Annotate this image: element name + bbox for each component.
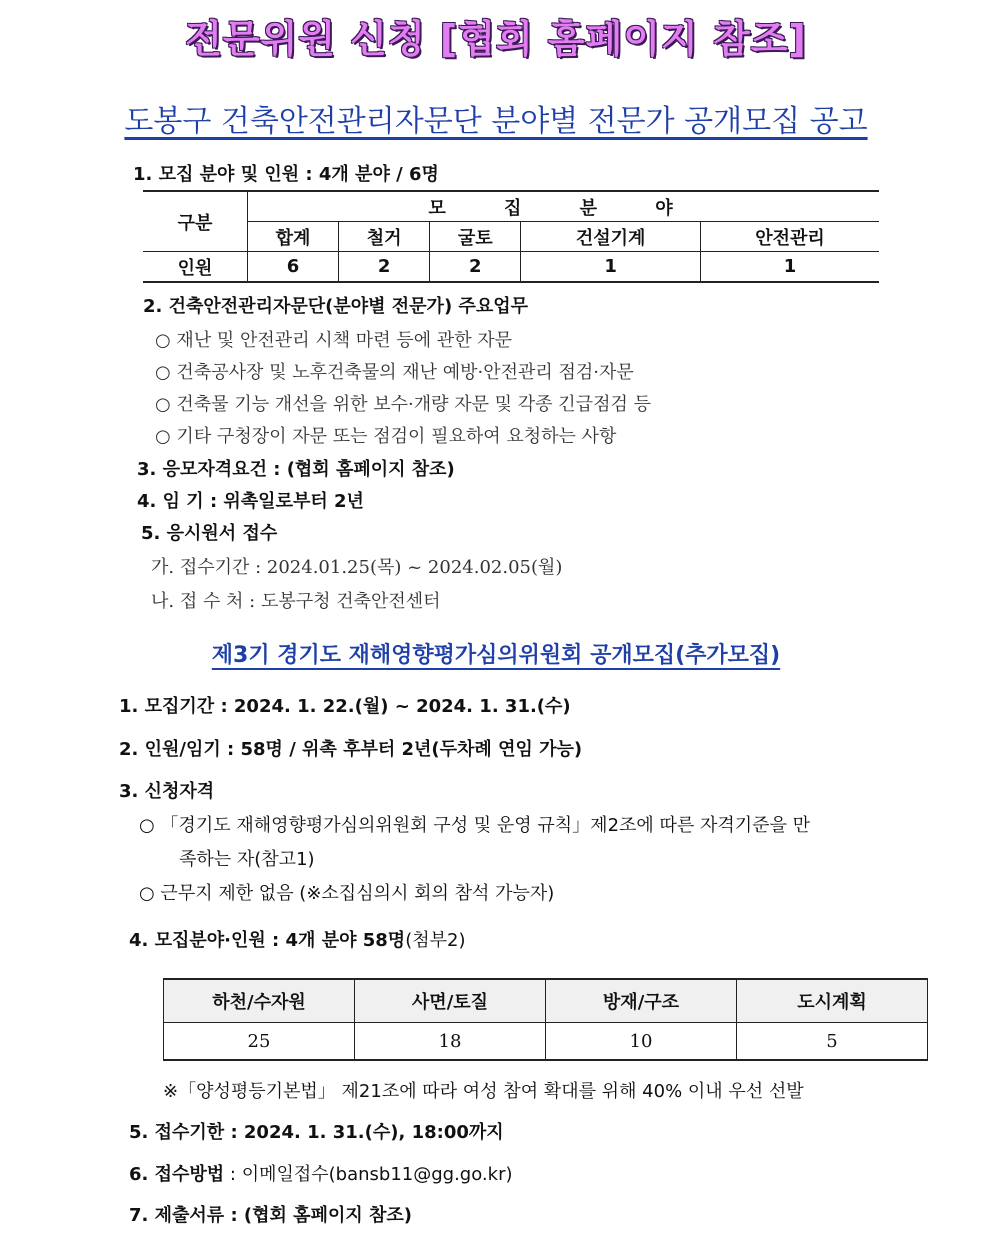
table-header: 굴토 <box>430 222 521 252</box>
duty-item: ○ 건축물 기능 개선을 위한 보수·개량 자문 및 각종 긴급점검 등 <box>155 394 651 415</box>
notice2-fields-table <box>163 978 928 1061</box>
table-cell: 10 <box>546 1023 737 1061</box>
table-cell: 2 <box>339 252 430 283</box>
notice1-section-3: 3. 응모자격요건 : (협회 홈페이지 참조) <box>137 459 455 480</box>
notice1-period: 가. 접수기간 : 2024.01.25(목) ~ 2024.02.05(월) <box>151 557 563 578</box>
table-row-label: 인원 <box>143 252 248 283</box>
notice1-section-4: 4. 임 기 : 위촉일로부터 2년 <box>137 491 364 512</box>
notice2-qualification: 3. 신청자격 <box>119 781 215 802</box>
table-cell: 1 <box>700 252 879 283</box>
notice2-title: 제3기 경기도 재해영향평가심의위원회 공개모집(추가모집) <box>211 643 781 668</box>
notice1-place: 나. 접 수 처 : 도봉구청 건축안전센터 <box>151 591 441 612</box>
duty-item: ○ 건축공사장 및 노후건축물의 재난 예방·안전관리 점검·자문 <box>155 362 634 383</box>
notice1-section-1: 1. 모집 분야 및 인원 : 4개 분야 / 6명 <box>133 164 439 185</box>
notice1-recruit-table <box>143 190 879 283</box>
gender-equality-note: ※「양성평등기본법」 제21조에 따라 여성 참여 확대를 위해 40% 이내 우선 선발 <box>163 1081 804 1102</box>
table-group-label: 모 집 분 야 <box>248 191 880 222</box>
banner-title: 전문위원 신청 [협회 홈페이지 참조] <box>185 17 807 61</box>
method-email: : 이메일접수(bansb11@gg.go.kr) <box>224 1164 513 1185</box>
notice2-personnel: 2. 인원/임기 : 58명 / 위촉 후부터 2년(두차례 연임 가능) <box>119 739 583 760</box>
fields-label: 4. 모집분야·인원 : 4개 분야 58명 <box>129 930 406 951</box>
notice2-documents: 7. 제출서류 : (협회 홈페이지 참조) <box>129 1205 413 1226</box>
table-header: 도시계획 <box>737 979 928 1023</box>
notice1-title: 도봉구 건축안전관리자문단 분야별 전문가 공개모집 공고 <box>124 104 868 139</box>
qualification-item-cont: 족하는 자(참고1) <box>179 849 315 870</box>
qualification-item: ○ 근무지 제한 없음 (※소집심의시 회의 참석 가능자) <box>139 883 555 904</box>
notice2-method <box>129 1160 513 1186</box>
table-header: 안전관리 <box>700 222 879 252</box>
table-cell: 18 <box>355 1023 546 1061</box>
table-header: 철거 <box>339 222 430 252</box>
table-cell: 2 <box>430 252 521 283</box>
table-header: 방재/구조 <box>546 979 737 1023</box>
table-cell: 6 <box>248 252 339 283</box>
table-cell: 5 <box>737 1023 928 1061</box>
table-col-label: 구분 <box>143 191 248 252</box>
method-label: 6. 접수방법 <box>129 1164 225 1185</box>
table-header: 건설기계 <box>521 222 701 252</box>
table-cell: 25 <box>164 1023 355 1061</box>
notice1-section-2: 2. 건축안전관리자문단(분야별 전문가) 주요업무 <box>143 296 528 317</box>
notice1-section-5: 5. 응시원서 접수 <box>141 523 278 544</box>
notice2-fields <box>129 926 465 952</box>
notice2-period: 1. 모집기간 : 2024. 1. 22.(월) ~ 2024. 1. 31.(수) <box>119 696 571 717</box>
duty-item: ○ 기타 구청장이 자문 또는 점검이 필요하여 요청하는 사항 <box>155 426 617 447</box>
table-cell: 1 <box>521 252 701 283</box>
qualification-item: ○ 「경기도 재해영향평가심의위원회 구성 및 운영 규칙」제2조에 따른 자격기준을 만 <box>139 815 811 836</box>
table-header: 합계 <box>248 222 339 252</box>
duty-item: ○ 재난 및 안전관리 시책 마련 등에 관한 자문 <box>155 330 513 351</box>
notice2-deadline: 5. 접수기한 : 2024. 1. 31.(수), 18:00까지 <box>129 1122 504 1143</box>
table-header: 하천/수자원 <box>164 979 355 1023</box>
table-header: 사면/토질 <box>355 979 546 1023</box>
fields-attachment: (첨부2) <box>405 930 466 951</box>
